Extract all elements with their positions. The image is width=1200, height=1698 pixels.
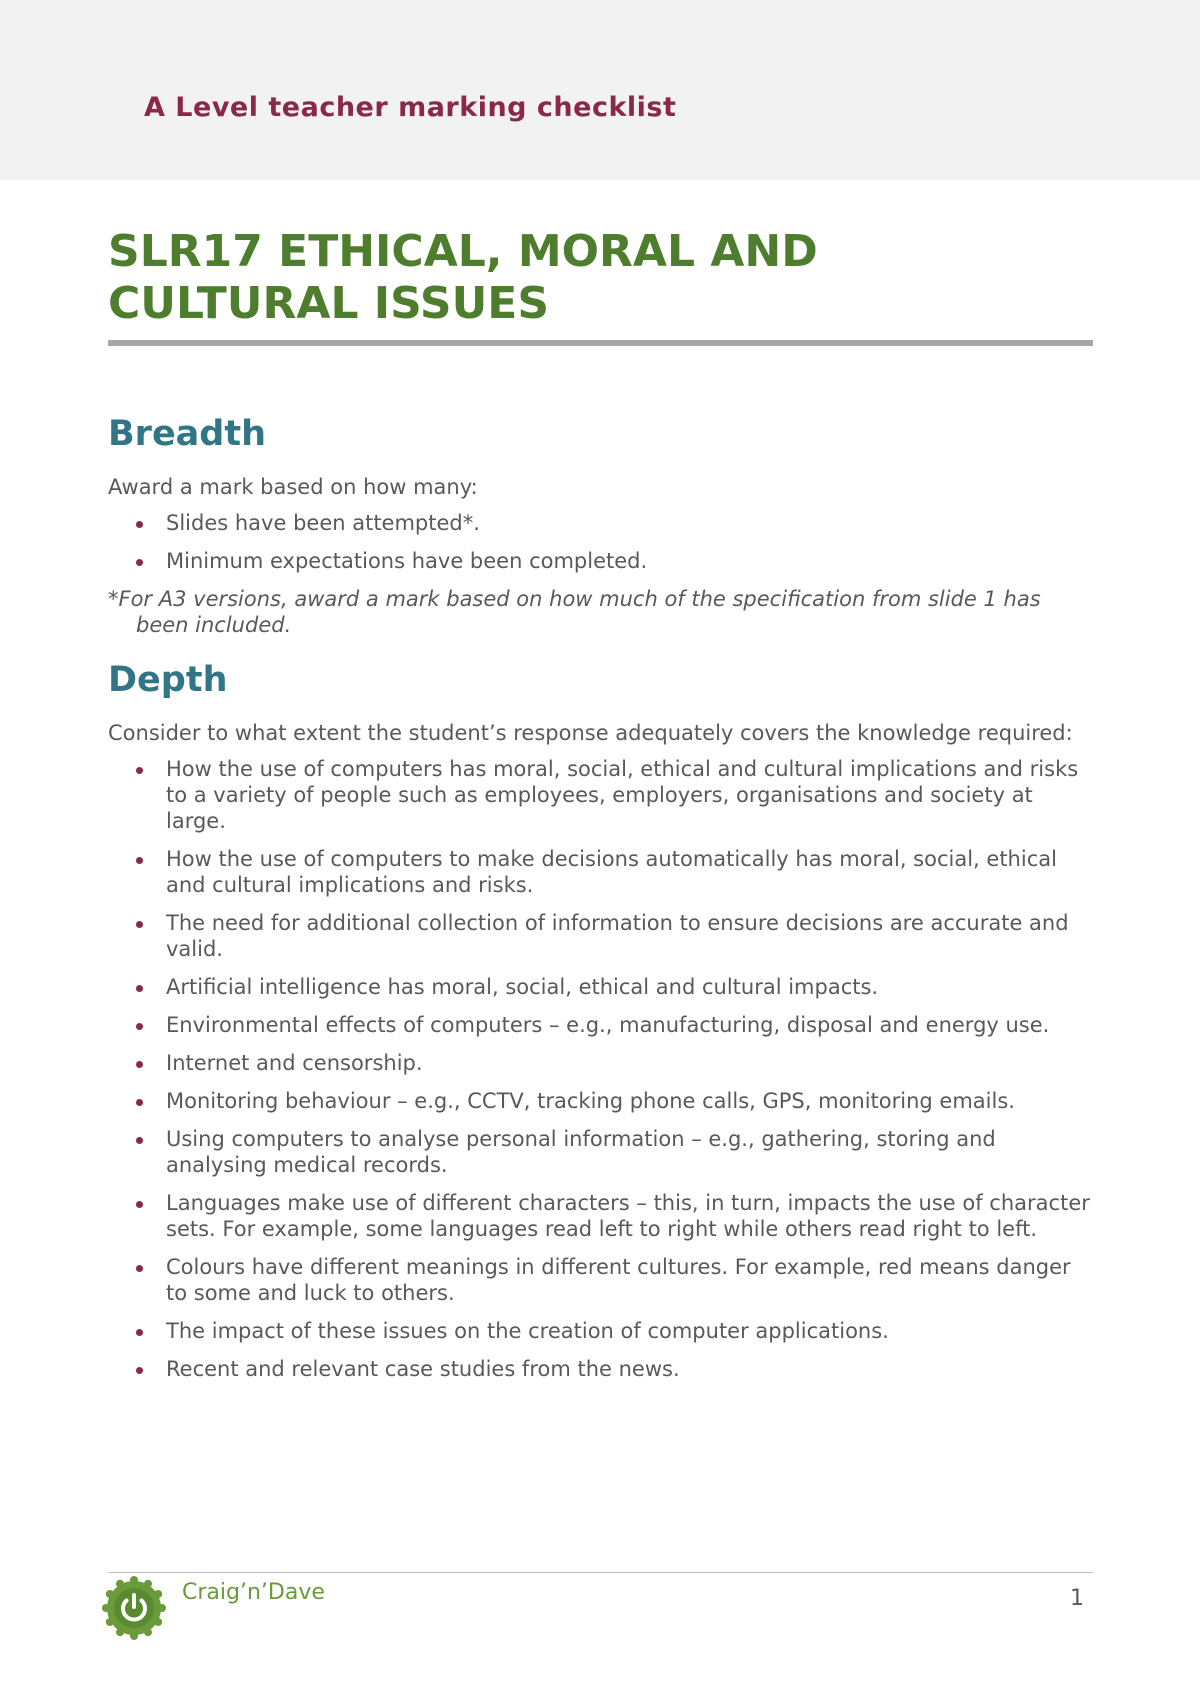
depth-list [108,756,1093,1382]
list-item-text: How the use of computers to make decisions automatically has moral, social, ethical and cultural implications and risks. [166,847,1057,897]
list-item [108,1050,1093,1076]
list-item-text: Recent and relevant case studies from the news. [166,1357,680,1381]
list-item [108,1012,1093,1038]
bullet-icon [136,857,143,864]
page-number: 1 [1070,1586,1084,1611]
list-item-text: Minimum expectations have been completed. [166,549,648,573]
list-item [108,1190,1093,1242]
bullet-icon [136,559,143,566]
breadth-note: *For A3 versions, award a mark based on how much of the specification from slide 1 has been included. [108,587,1041,637]
power-icon [102,1576,166,1640]
bullet-icon [136,1265,143,1272]
bullet-icon [136,1099,143,1106]
bullet-icon [136,1367,143,1374]
depth-heading: Depth [108,660,228,700]
header-title: A Level teacher marking checklist [144,92,677,123]
list-item-text: How the use of computers has moral, social, ethical and cultural implications and risks to a variety of people such as employees, employers, organisations and society at large. [166,757,1079,833]
footer-divider [108,1572,1093,1573]
list-item [108,1356,1093,1382]
list-item-text: Artificial intelligence has moral, social, ethical and cultural impacts. [166,975,879,999]
bullet-icon [136,767,143,774]
list-item [108,1318,1093,1344]
bullet-icon [136,1201,143,1208]
breadth-section [108,408,1093,638]
list-item-text: Colours have different meanings in different cultures. For example, red means danger to some and luck to others. [166,1255,1071,1305]
bullet-icon [136,1061,143,1068]
bullet-icon [136,921,143,928]
list-item-text: Using computers to analyse personal information – e.g., gathering, storing and analysing medical records. [166,1127,996,1177]
document-title [108,226,1108,330]
list-item-text: The need for additional collection of information to ensure decisions are accurate and valid. [166,911,1069,961]
list-item-text: Internet and censorship. [166,1051,423,1075]
list-item [108,756,1093,834]
bullet-icon [136,1329,143,1336]
bullet-icon [136,1137,143,1144]
list-item [108,1088,1093,1114]
bullet-icon [136,1023,143,1030]
breadth-intro: Award a mark based on how many: [108,475,478,499]
footer-brand: Craig’n’Dave [182,1580,325,1605]
list-item-text: Slides have been attempted*. [166,511,480,535]
document-title-line-1: SLR17 ETHICAL, MORAL AND [108,226,818,277]
list-item-text: Environmental effects of computers – e.g., manufacturing, disposal and energy use. [166,1013,1050,1037]
document-title-line-2: CULTURAL ISSUES [108,278,550,329]
list-item [108,510,1093,536]
list-item [108,910,1093,962]
header-band [0,0,1200,180]
breadth-list [108,510,1093,574]
bullet-icon [136,521,143,528]
list-item-text: The impact of these issues on the creation of computer applications. [166,1319,889,1343]
bullet-icon [136,985,143,992]
title-divider [108,340,1093,346]
list-item-text: Monitoring behaviour – e.g., CCTV, tracking phone calls, GPS, monitoring emails. [166,1089,1015,1113]
list-item [108,974,1093,1000]
list-item [108,846,1093,898]
list-item [108,1254,1093,1306]
depth-section [108,654,1093,1382]
content [108,408,1093,1394]
list-item [108,1126,1093,1178]
breadth-heading: Breadth [108,414,266,454]
list-item-text: Languages make use of different characters – this, in turn, impacts the use of character sets. For example, some languages read left to right while others read right to left. [166,1191,1090,1241]
list-item [108,548,1093,574]
depth-intro: Consider to what extent the student’s response adequately covers the knowledge required: [108,721,1073,745]
